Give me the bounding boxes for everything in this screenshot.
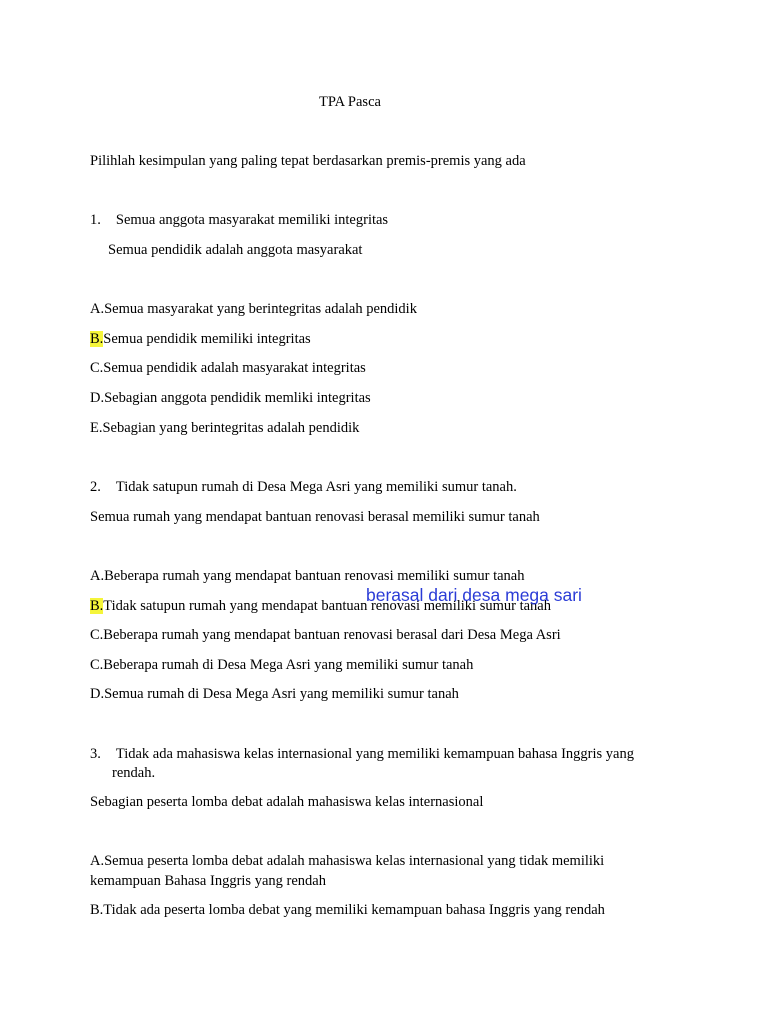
q3-option-b-letter: B. [90, 902, 104, 918]
q2-number: 2. [90, 479, 101, 495]
q1-option-e [90, 419, 359, 437]
q1-option-c-letter: C. [90, 360, 104, 376]
q3-number: 3. [90, 746, 101, 762]
q1-option-d-text: Sebagian anggota pendidik memliki integritas [104, 390, 371, 406]
q2-option-c-letter: C. [90, 627, 104, 643]
q1-option-c-text: Semua pendidik adalah masyarakat integritas [103, 360, 366, 376]
q1-premise-2: Semua pendidik adalah anggota masyarakat [108, 242, 363, 258]
q3-option-b [90, 901, 605, 919]
q3-option-a-text: Semua peserta lomba debat adalah mahasiswa kelas internasional yang tidak memiliki [104, 853, 605, 869]
q1-option-b [90, 330, 311, 348]
q1-option-a [90, 300, 417, 318]
q2-option-d-letter: D. [90, 686, 105, 702]
q3-premise-1-text: Tidak ada mahasiswa kelas internasional yang memiliki kemampuan bahasa Inggris yang [115, 746, 634, 762]
q1-option-a-letter: A. [90, 301, 105, 317]
q1-option-e-text: Sebagian yang berintegritas adalah pendidik [102, 420, 360, 436]
q2-premise-2: Semua rumah yang mendapat bantuan renovasi berasal memiliki sumur tanah [90, 509, 540, 525]
q2-option-c-text: Beberapa rumah yang mendapat bantuan renovasi berasal dari Desa Mega Asri [103, 627, 561, 643]
q2-option-d-text: Semua rumah di Desa Mega Asri yang memiliki sumur tanah [104, 686, 459, 702]
q2-option-a-letter: A. [90, 568, 105, 584]
q3-premise-1 [90, 745, 634, 763]
document-title: TPA Pasca [319, 94, 381, 110]
q1-option-e-letter: E. [90, 420, 103, 436]
q2-premise-1 [90, 478, 517, 496]
q3-option-b-text: Tidak ada peserta lomba debat yang memiliki kemampuan bahasa Inggris yang rendah [103, 902, 605, 918]
q3-premise-1-continued: rendah. [112, 765, 156, 781]
q3-option-a-continued: kemampuan Bahasa Inggris yang rendah [90, 873, 326, 889]
q1-option-b-text: Semua pendidik memiliki integritas [103, 331, 311, 347]
q1-option-c [90, 359, 366, 377]
q1-number: 1. [90, 212, 101, 228]
q2-option-b-text: Tidak satupun rumah yang mendapat bantuan renovasi memiliki sumur tanah [103, 598, 551, 614]
q1-option-d-letter: D. [90, 390, 105, 406]
q3-option-a [90, 852, 604, 870]
q1-premise-1 [90, 211, 388, 229]
q2-option-a-text: Beberapa rumah yang mendapat bantuan renovasi memiliki sumur tanah [104, 568, 525, 584]
q1-option-a-text: Semua masyarakat yang berintegritas adalah pendidik [104, 301, 417, 317]
q1-option-d [90, 389, 371, 407]
q2-option-b-letter-highlighted: B. [90, 598, 104, 614]
q2-option-a [90, 567, 524, 585]
q2-option-c2 [90, 656, 473, 674]
q2-handwritten-annotation: berasal dari desa mega sari [366, 585, 582, 605]
q2-option-d [90, 685, 459, 703]
q3-option-a-letter: A. [90, 853, 105, 869]
q1-option-b-letter-highlighted: B. [90, 331, 104, 347]
q2-premise-1-text: Tidak satupun rumah di Desa Mega Asri yang memiliki sumur tanah. [115, 479, 517, 495]
q2-option-c2-letter: C. [90, 657, 104, 673]
q3-premise-2: Sebagian peserta lomba debat adalah mahasiswa kelas internasional [90, 794, 484, 810]
q1-premise-1-text: Semua anggota masyarakat memiliki integritas [115, 212, 389, 228]
q2-option-c [90, 626, 561, 644]
q2-option-c2-text: Beberapa rumah di Desa Mega Asri yang memiliki sumur tanah [103, 657, 474, 673]
instruction-text: Pilihlah kesimpulan yang paling tepat berdasarkan premis-premis yang ada [90, 153, 526, 169]
